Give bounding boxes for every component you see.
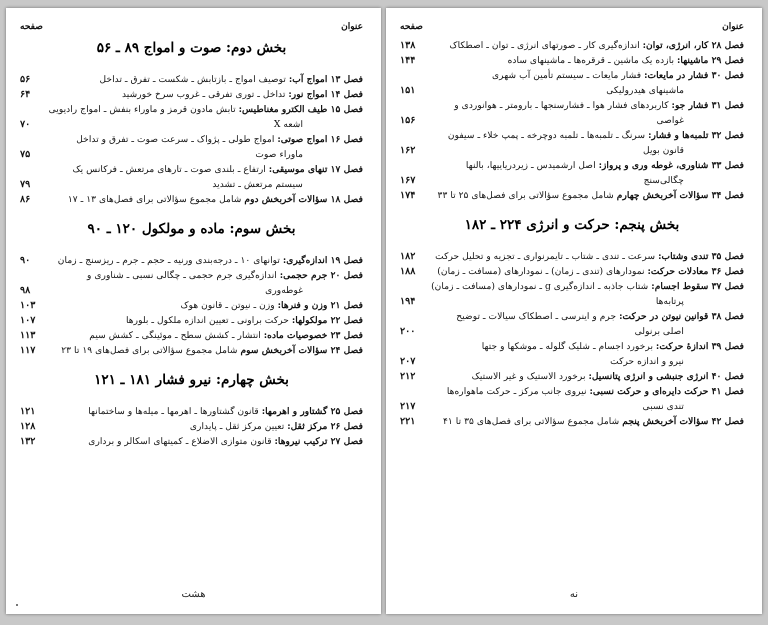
toc-entry xyxy=(20,268,363,283)
toc-entry xyxy=(20,298,363,313)
chapter-description: سرعت ـ تندی ـ شتاب ـ تایمرنواری ـ تجزیه و تحلیل حرکت xyxy=(435,251,656,262)
chapter-title: فصل ۳۹ اندازهٔ حرکت: xyxy=(655,341,744,352)
toc-entry xyxy=(400,309,744,324)
toc-entry xyxy=(400,158,744,173)
chapter-description: بازده یک ماشین ـ قرقره‌ها ـ ماشینهای ساده xyxy=(507,55,675,66)
continuation-text: ماوراء صوت xyxy=(255,149,303,160)
chapter-description: نیروی جانب مرکز ـ حرکت ماهواره‌ها xyxy=(446,386,587,397)
right-page-content xyxy=(400,22,744,429)
page-number: ۷۹ xyxy=(20,179,31,190)
chapter-title: فصل ۲۶ مرکز ثقل: xyxy=(287,421,363,432)
toc-entry xyxy=(20,419,363,434)
toc-entry-continuation xyxy=(400,143,744,158)
page-number: ۱۳۸ xyxy=(400,40,416,51)
left-header-page-label: صفحه xyxy=(20,22,43,32)
continuation-text: نیرو و اندازه حرکت xyxy=(610,356,684,367)
continuation-text: غواصی xyxy=(656,115,684,126)
toc-entry-continuation xyxy=(400,83,744,98)
toc-entry xyxy=(400,68,744,83)
page-number: ۱۸۲ xyxy=(400,251,416,262)
page-number: ۲۰۷ xyxy=(400,356,416,367)
right-header-title: عنوان xyxy=(722,22,744,32)
toc-entry xyxy=(400,53,744,68)
chapter-description: شامل مجموع سؤالاتی برای فصل‌های ۲۵ تا ۳۳ xyxy=(437,190,614,201)
continuation-text: اشعه X xyxy=(273,119,303,130)
chapter-description: شامل مجموع سؤالاتی برای فصل‌های ۱۹ تا ۲۳ xyxy=(61,345,238,356)
chapter-description: اندازه‌گیری کار ـ صورتهای انرژی ـ توان ـ اصطکاک xyxy=(449,40,640,51)
toc-entry-continuation xyxy=(400,113,744,128)
toc-entry-continuation xyxy=(20,117,363,132)
toc-entry-continuation xyxy=(400,324,744,339)
continuation-text: پرتابه‌ها xyxy=(655,296,684,307)
chapter-description: اصل ارشمیدس ـ زیردریاییها، بالنها xyxy=(465,160,596,171)
page-number: ۹۸ xyxy=(20,285,31,296)
chapter-title: فصل ۳۷ سقوط اجسام: xyxy=(651,281,744,292)
continuation-text: سیستم مرتعش ـ تشدید xyxy=(212,179,303,190)
chapter-description: امواج طولی ـ پژواک ـ سرعت صوت ـ تفرق و تداخل xyxy=(76,134,275,145)
chapter-title: فصل ۳۲ تلمبه‌ها و فشار: xyxy=(648,130,744,141)
toc-entry xyxy=(400,414,744,429)
continuation-text: ماشینهای هیدرولیکی xyxy=(606,85,684,96)
left-page xyxy=(6,8,381,614)
chapter-title: فصل ۲۲ مولکولها: xyxy=(291,315,363,326)
chapter-title: فصل ۲۴ سؤالات آخربخش سوم xyxy=(240,345,363,356)
toc-entry xyxy=(20,328,363,343)
toc-entry xyxy=(400,264,744,279)
page-number: ۱۱۳ xyxy=(20,330,36,341)
chapter-description: انتشار ـ کشش سطح ـ موئینگی ـ کشش سیم xyxy=(89,330,261,341)
continuation-text: قانون بویل xyxy=(643,145,684,156)
page-number: ۱۴۴ xyxy=(400,55,416,66)
chapter-description: قانون گشتاورها ـ اهرمها ـ میله‌ها و ساختمانها xyxy=(88,406,259,417)
toc-entry-continuation xyxy=(20,283,363,298)
page-number: ۱۶۷ xyxy=(400,175,416,186)
page-number: ۱۱۷ xyxy=(20,345,36,356)
left-page-content xyxy=(20,22,363,449)
chapter-title: فصل ۱۷ تنهای موسیقی: xyxy=(268,164,363,175)
chapter-title: فصل ۴۱ حرکت دایره‌ای و حرکت نسبی: xyxy=(589,386,744,397)
chapter-description: برخورد اجسام ـ شلیک گلوله ـ موشکها و جتها xyxy=(481,341,653,352)
chapter-description: برخورد الاستیک و غیر الاستیک xyxy=(471,371,586,382)
page-number: ۱۰۳ xyxy=(20,300,36,311)
page-number: ۵۶ xyxy=(20,74,31,85)
page-number: ۱۹۴ xyxy=(400,296,416,307)
chapter-title: فصل ۱۵ طیف الکترو مغناطیس: xyxy=(238,104,363,115)
chapter-title: فصل ۱۳ امواج آب: xyxy=(288,74,363,85)
chapter-description: شتاب جاذبه ـ اندازه‌گیری g ـ نمودارهای (مسافت ـ زمان) xyxy=(431,281,649,292)
chapter-description: وزن ـ نیوتن ـ قانون هوک xyxy=(180,300,275,311)
page-number: ۲۲۱ xyxy=(400,416,416,427)
right-page-number: نه xyxy=(569,589,579,600)
page-number: ۱۲۱ xyxy=(20,406,36,417)
page-number: ۱۳۲ xyxy=(20,436,36,447)
page-number: ۱۸۸ xyxy=(400,266,416,277)
page-number: ۱۲۸ xyxy=(20,421,36,432)
chapter-title: فصل ۳۱ فشار جو: xyxy=(671,100,744,111)
toc-entry xyxy=(400,249,744,264)
left-page-mark xyxy=(16,604,18,606)
chapter-description: کاربردهای فشار هوا ـ فشارسنجها ـ بارومتر ـ هوانوردی و xyxy=(454,100,669,111)
chapter-title: فصل ۲۳ خصوصیات ماده: xyxy=(263,330,363,341)
page-number: ۷۰ xyxy=(20,119,31,130)
page-number: ۲۱۷ xyxy=(400,401,416,412)
chapter-description: حرکت براونی ـ تعیین اندازه ملکول ـ بلورها xyxy=(126,315,289,326)
toc-entry-continuation xyxy=(400,173,744,188)
chapter-description: توانهای ۱۰ ـ درجه‌بندی ورنیه ـ حجم ـ جرم ـ ریزسنج ـ زمان xyxy=(57,255,280,266)
page-number: ۷۵ xyxy=(20,149,31,160)
chapter-title: فصل ۳۶ معادلات حرکت: xyxy=(647,266,744,277)
chapter-description: نمودارهای (تندی ـ زمان) ـ نمودارهای (مسافت ـ زمان) xyxy=(437,266,645,277)
page-number: ۱۵۱ xyxy=(400,85,416,96)
chapter-title: فصل ۱۹ اندازه‌گیری: xyxy=(282,255,363,266)
toc-entry-continuation xyxy=(400,294,744,309)
toc-entry xyxy=(400,279,744,294)
toc-entry-continuation xyxy=(400,399,744,414)
left-page-header xyxy=(20,22,363,32)
continuation-text: اصلی برنولی xyxy=(634,326,684,337)
chapter-title: فصل ۳۸ قوانین نیوتن در حرکت: xyxy=(619,311,744,322)
chapter-title: فصل ۳۵ تندی وشتاب: xyxy=(658,251,744,262)
toc-entry xyxy=(400,98,744,113)
toc-entry-continuation xyxy=(20,147,363,162)
chapter-title: فصل ۳۳ شناوری، غوطه وری و پرواز: xyxy=(598,160,744,171)
chapter-description: فشار مایعات ـ سیستم تأمین آب شهری xyxy=(491,70,642,81)
page-number: ۱۰۷ xyxy=(20,315,36,326)
chapter-title: فصل ۴۰ انرژی جنبشی و انرژی پتانسیل: xyxy=(588,371,744,382)
right-page xyxy=(386,8,762,614)
toc-entry xyxy=(20,434,363,449)
toc-entry xyxy=(400,188,744,203)
toc-entry xyxy=(400,369,744,384)
chapter-title: فصل ۳۰ فشار در مایعات: xyxy=(644,70,744,81)
section-title: بخش چهارم: نیرو فشار ۱۸۱ ـ ۱۲۱ xyxy=(94,372,289,388)
toc-entry xyxy=(20,313,363,328)
chapter-title: فصل ۱۶ امواج صوتی: xyxy=(277,134,363,145)
right-page-header xyxy=(400,22,744,32)
toc-entry xyxy=(400,384,744,399)
chapter-description: تداخل ـ توری تفرقی ـ غروب سرخ خورشید xyxy=(121,89,286,100)
continuation-text: تندی نسبی xyxy=(642,401,684,412)
page-number: ۱۶۲ xyxy=(400,145,416,156)
chapter-title: فصل ۱۸ سؤالات آخربخش دوم xyxy=(244,194,363,205)
chapter-title: فصل ۲۷ ترکیب نیروها: xyxy=(274,436,363,447)
chapter-description: توصیف امواج ـ بازتابش ـ شکست ـ تفرق ـ تداخل xyxy=(99,74,286,85)
toc-entry-continuation xyxy=(20,177,363,192)
chapter-title: فصل ۳۴ سؤالات آخربخش چهارم xyxy=(616,190,744,201)
chapter-title: فصل ۱۴ امواج نور: xyxy=(288,89,363,100)
continuation-text: غوطه‌وری xyxy=(265,285,303,296)
page-number: ۲۱۲ xyxy=(400,371,416,382)
page-number: ۸۶ xyxy=(20,194,31,205)
chapter-description: قانون متوازی الاضلاع ـ کمیتهای اسکالر و برداری xyxy=(88,436,272,447)
section-title: بخش پنجم: حرکت و انرژی ۲۲۴ ـ ۱۸۲ xyxy=(464,217,680,233)
toc-entry xyxy=(400,38,744,53)
toc-entry xyxy=(20,192,363,207)
toc-entry xyxy=(20,343,363,358)
chapter-description: ارتفاع ـ بلندی صوت ـ تارهای مرتعش ـ فرکانس یک xyxy=(72,164,266,175)
toc-entry xyxy=(20,72,363,87)
chapter-description: جرم و اینرسی ـ اصطکاک سیالات ـ توضیح xyxy=(456,311,617,322)
toc-entry xyxy=(20,87,363,102)
toc-entry xyxy=(400,339,744,354)
page-number: ۱۵۶ xyxy=(400,115,416,126)
toc-entry xyxy=(20,162,363,177)
page-number: ۲۰۰ xyxy=(400,326,416,337)
chapter-description: سرنگ ـ تلمبه‌ها ـ تلمبه دوچرخه ـ پمپ خلاء ـ سیفون xyxy=(447,130,646,141)
toc-entry-continuation xyxy=(400,354,744,369)
page-number: ۶۴ xyxy=(20,89,31,100)
chapter-title: فصل ۲۵ گشتاور و اهرمها: xyxy=(261,406,363,417)
left-page-number: هشت xyxy=(181,589,206,600)
chapter-description: شامل مجموع سؤالاتی برای فصل‌های ۳۵ تا ۴۱ xyxy=(443,416,620,427)
page-number: ۱۷۴ xyxy=(400,190,416,201)
chapter-title: فصل ۲۱ وزن و فنرها: xyxy=(277,300,363,311)
chapter-title: فصل ۴۲ سؤالات آخربخش پنجم xyxy=(622,416,744,427)
toc-entry xyxy=(20,253,363,268)
page-number: ۹۰ xyxy=(20,255,31,266)
continuation-text: چگالی‌سنج xyxy=(643,175,684,186)
toc-entry xyxy=(20,102,363,117)
chapter-title: فصل ۲۰ جرم حجمی: xyxy=(279,270,363,281)
toc-entry xyxy=(20,132,363,147)
chapter-description: تابش مادون قرمز و ماوراء بنفش ـ امواج رادیویی xyxy=(48,104,236,115)
chapter-description: اندازه‌گیری جرم حجمی ـ چگالی نسبی ـ شناوری و xyxy=(86,270,277,281)
right-header-page-label: صفحه xyxy=(400,22,423,32)
section-title: بخش سوم: ماده و مولکول ۱۲۰ ـ ۹۰ xyxy=(87,221,296,237)
toc-entry xyxy=(400,128,744,143)
chapter-title: فصل ۲۸ کار، انرژی، توان: xyxy=(642,40,744,51)
chapter-description: شامل مجموع سؤالاتی برای فصل‌های ۱۳ ـ ۱۷ xyxy=(67,194,242,205)
left-header-title: عنوان xyxy=(341,22,363,32)
chapter-title: فصل ۲۹ ماشینها: xyxy=(677,55,744,66)
section-title: بخش دوم: صوت و امواج ۸۹ ـ ۵۶ xyxy=(96,40,287,56)
toc-entry xyxy=(20,404,363,419)
chapter-description: تعیین مرکز ثقل ـ پایداری xyxy=(189,421,285,432)
